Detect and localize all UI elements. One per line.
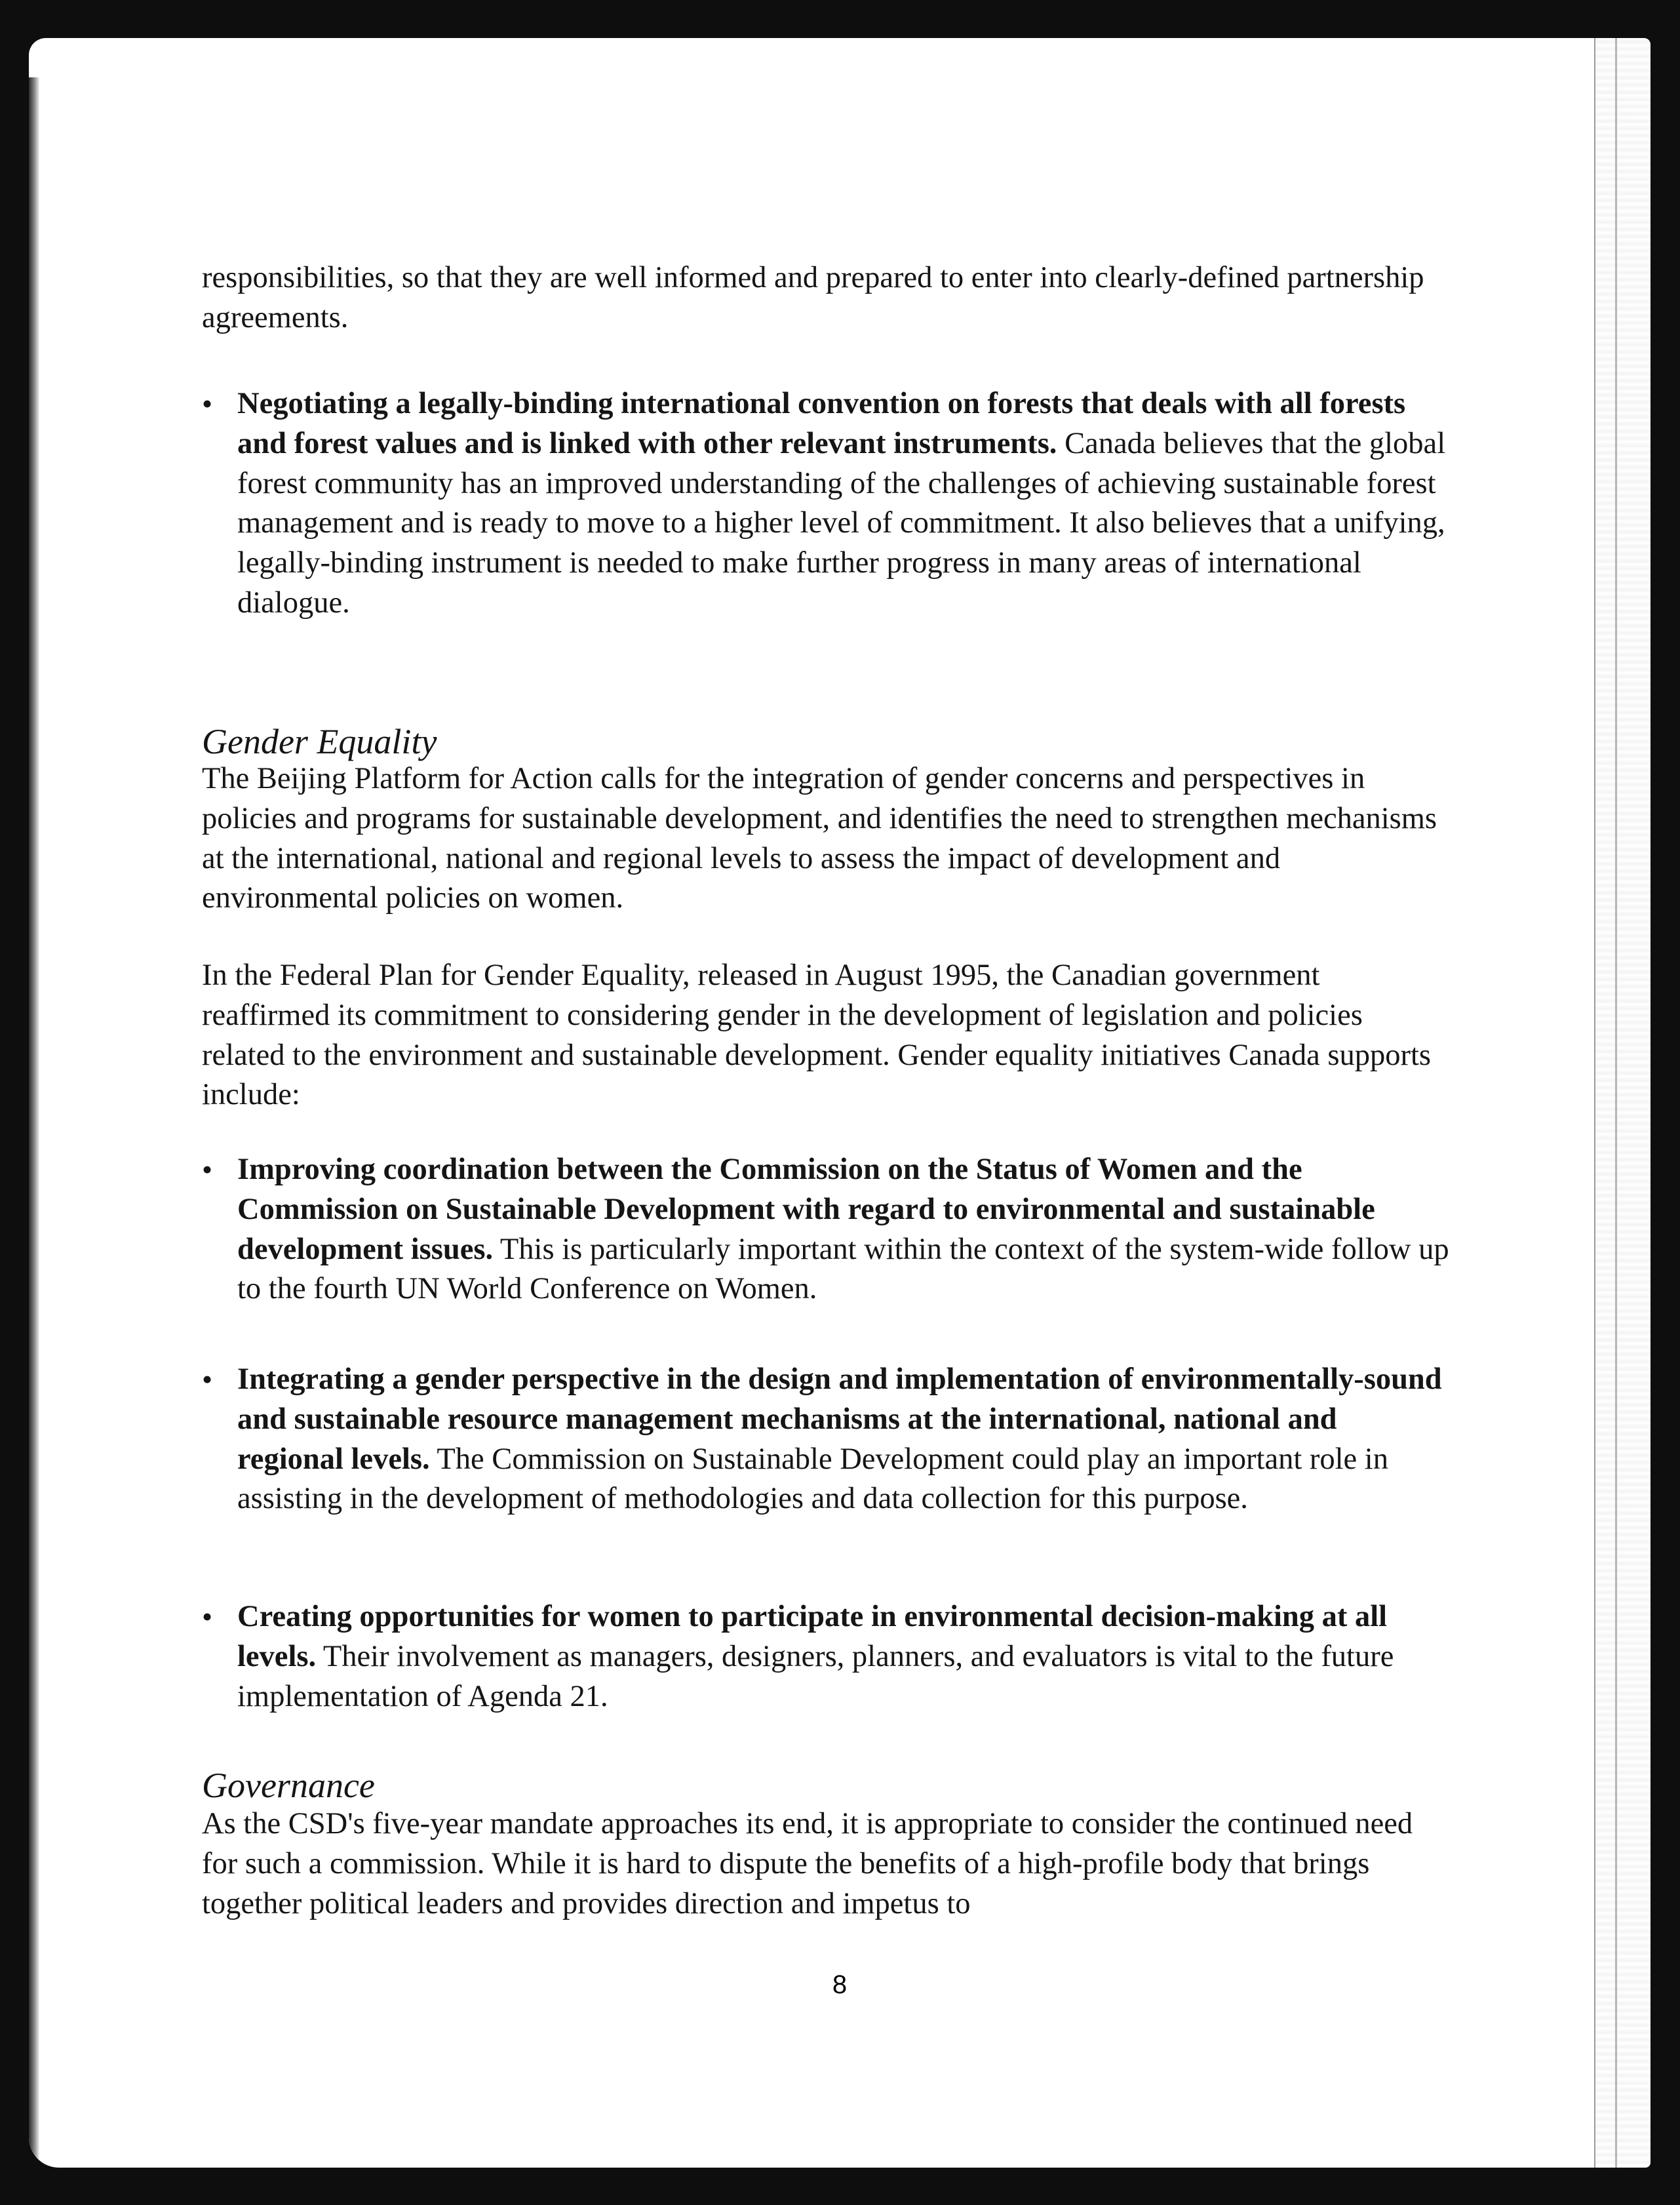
- scan-edge-right: [1594, 38, 1651, 2168]
- bullet-body: Canada believes that the global forest community has an improved understanding of the challenges of achieving sustainable forest management and is ready to move to a higher level of commitment. It also believes that a unifying, legally-binding instrument is needed to make further progress in many areas of international dialogue.: [237, 426, 1446, 620]
- bullet-lead: Negotiating a legally-binding international convention on forests that deals with all forests and forest values and is linked with other relevant instruments.: [237, 387, 1406, 460]
- section-heading-gender-equality: Gender Equality: [202, 722, 437, 761]
- bullet-text: [237, 1150, 1450, 1309]
- governance-paragraph-1: As the CSD's five-year mandate approaches its end, it is appropriate to consider the continued need for such a commission. While it is hard to dispute the benefits of a high-profile body that brings together political leaders and provides direction and impetus to: [202, 1807, 1413, 1920]
- bullet-text: [237, 1360, 1450, 1519]
- scan-edge-left: [29, 77, 39, 2162]
- bullet-lead: Integrating a gender perspective in the design and implementation of environmentally-sound and sustainable resource management mechanisms at the international, national and regional levels.: [237, 1362, 1442, 1476]
- page-number: 8: [832, 1970, 848, 1999]
- bullet-lead: Creating opportunities for women to participate in environmental decision-making at all levels.: [237, 1600, 1388, 1673]
- bullet-body: This is particularly important within the context of the system-wide follow up to the fourth UN World Conference on Women.: [237, 1232, 1449, 1306]
- gender-paragraph-1: The Beijing Platform for Action calls for the integration of gender concerns and perspectives in policies and programs for sustainable development, and identifies the need to strengthen mechanisms at the international, national and regional levels to assess the impact of development and environmental policies on women.: [202, 762, 1437, 915]
- bullet-icon: •: [202, 1362, 213, 1396]
- bullet-text: [237, 384, 1450, 624]
- intro-continuation: responsibilities, so that they are well informed and prepared to enter into clearly-defined partnership agreements.: [202, 261, 1424, 334]
- bullet-body: The Commission on Sustainable Development could play an important role in assisting in the development of methodologies and data collection for this purpose.: [237, 1442, 1388, 1516]
- bullet-lead: Improving coordination between the Commission on the Status of Women and the Commission on Sustainable Development with regard to environmental and sustainable development issues.: [237, 1153, 1375, 1266]
- bullet-text: [237, 1597, 1450, 1717]
- gender-paragraph-2: In the Federal Plan for Gender Equality, released in August 1995, the Canadian government reaffirmed its commitment to considering gender in the development of legislation and policies related to the environment and sustainable development. Gender equality initiatives Canada supports include:: [202, 959, 1431, 1112]
- bullet-icon: •: [202, 1153, 213, 1186]
- bullet-icon: •: [202, 1600, 213, 1633]
- bullet-icon: •: [202, 387, 213, 420]
- document-page: [29, 38, 1651, 2168]
- bullet-body: Their involvement as managers, designers, planners, and evaluators is vital to the future implementation of Agenda 21.: [237, 1639, 1394, 1713]
- section-heading-governance: Governance: [202, 1766, 375, 1805]
